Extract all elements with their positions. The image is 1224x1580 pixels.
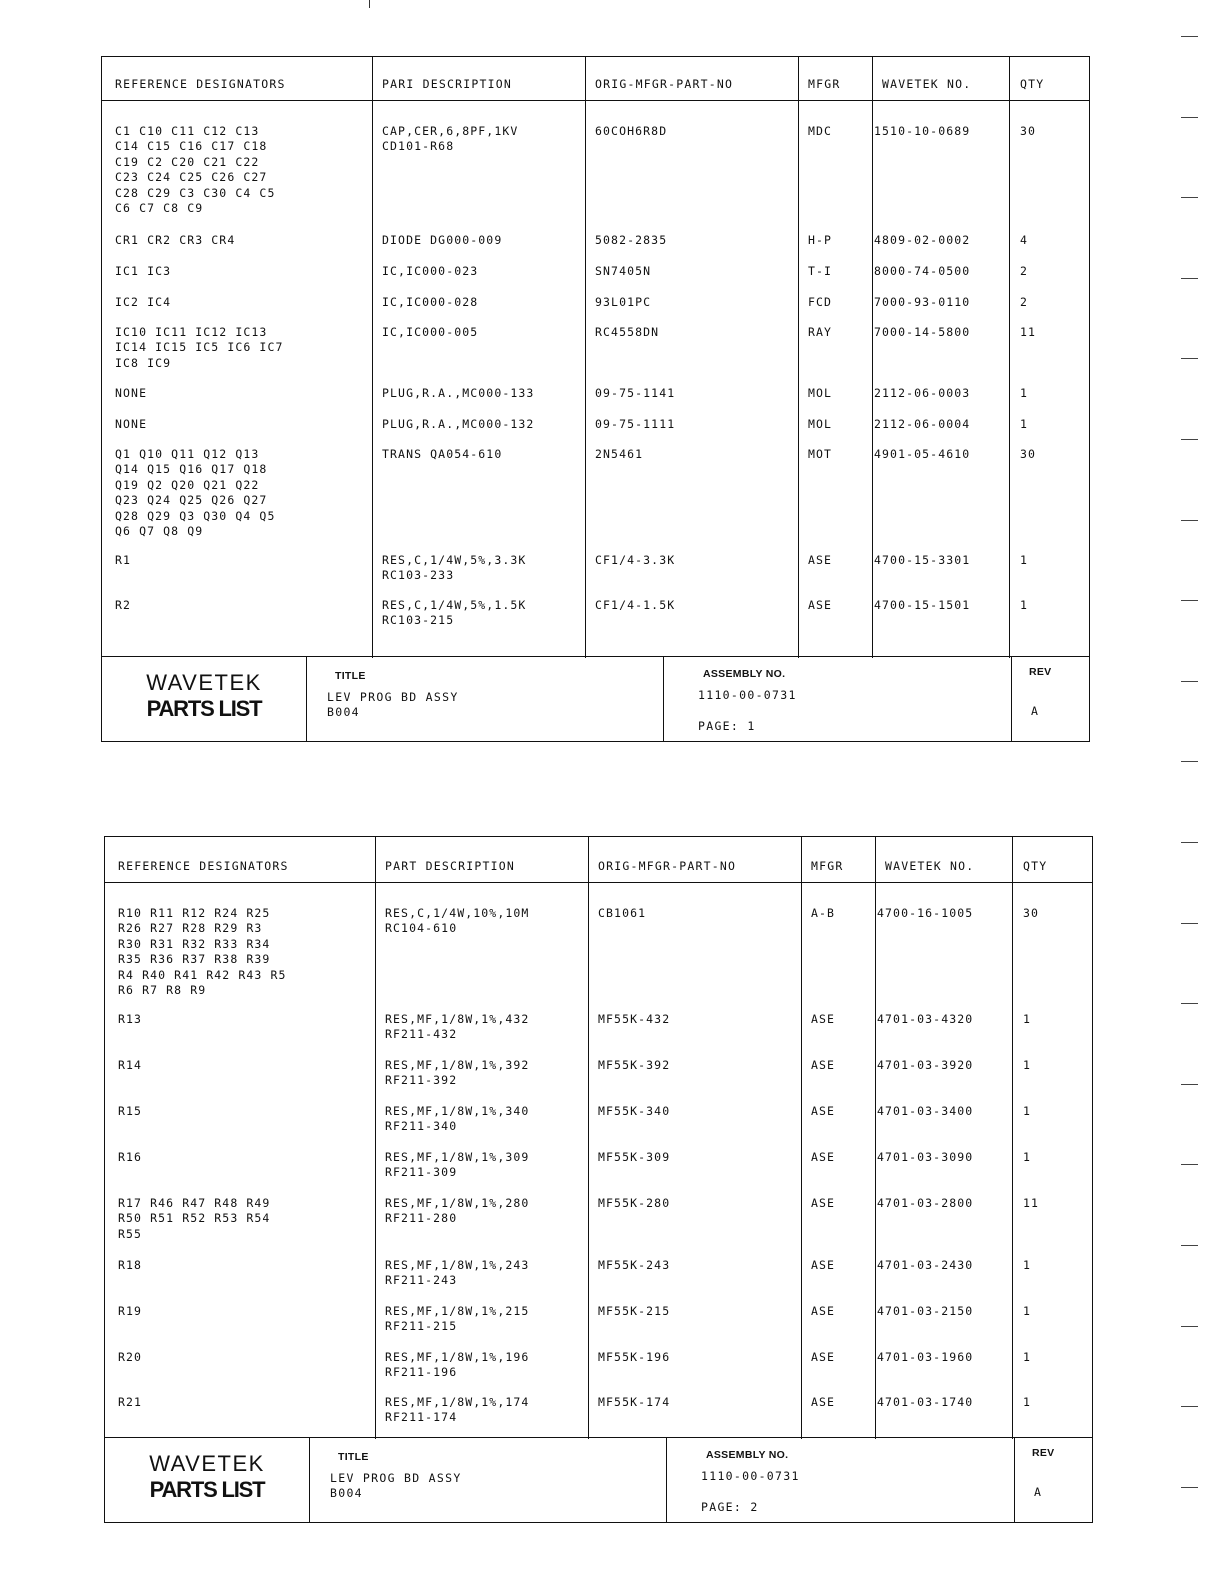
- cell-ref: Q1 Q10 Q11 Q12 Q13 Q14 Q15 Q16 Q17 Q18 Q19 Q2 Q20 Q21 Q22 Q23 Q24 Q25 Q26 Q27 Q28 Q29 Q3 Q30 Q4 Q5 Q6 Q7 Q8 Q9: [115, 447, 276, 539]
- cell-ref: IC1 IC3: [115, 264, 172, 278]
- cell-qty: 1: [1020, 417, 1029, 431]
- cell-mfgr: ASE: [811, 1196, 836, 1210]
- cell-qty: 1: [1023, 1012, 1032, 1026]
- cell-qty: 11: [1023, 1196, 1040, 1210]
- cell-wavetek: 4701-03-4320: [877, 1012, 974, 1026]
- title-block-divider: [306, 656, 307, 741]
- cell-qty: 30: [1020, 447, 1037, 461]
- cell-orig: CF1/4-3.3K: [595, 553, 676, 567]
- rev-label: REV: [1029, 666, 1052, 678]
- margin-tick: [1181, 1164, 1198, 1165]
- margin-tick: [1181, 600, 1198, 601]
- margin-tick: [1181, 1245, 1198, 1246]
- margin-tick: [1181, 681, 1198, 682]
- title-block-divider: [1014, 1437, 1015, 1522]
- cell-ref: R21: [118, 1395, 143, 1409]
- cell-wavetek: 4901-05-4610: [874, 447, 971, 461]
- cell-mfgr: MOL: [808, 417, 833, 431]
- parts-list-heading: PARTS LIST: [146, 696, 262, 721]
- scan-mark: [369, 0, 370, 8]
- cell-orig: MF55K-243: [598, 1258, 671, 1272]
- cell-wavetek: 7000-93-0110: [874, 295, 971, 309]
- margin-tick: [1181, 197, 1198, 198]
- col-header-wavetek: WAVETEK NO.: [885, 859, 975, 873]
- cell-orig: 09-75-1111: [595, 417, 676, 431]
- cell-desc: RES,C,1/4W,5%,1.5K RC103-215: [382, 598, 527, 628]
- cell-ref: NONE: [115, 386, 148, 400]
- rev-label: REV: [1032, 1447, 1055, 1459]
- cell-ref: R14: [118, 1058, 143, 1072]
- cell-ref: C1 C10 C11 C12 C13 C14 C15 C16 C17 C18 C19 C2 C20 C21 C22 C23 C24 C25 C26 C27 C28 C29 C3 C30 C4 C5 C6 C7 C8 C9: [115, 124, 276, 216]
- wavetek-logo: [102, 656, 306, 741]
- cell-desc: IC,IC000-028: [382, 295, 479, 309]
- cell-mfgr: ASE: [811, 1350, 836, 1364]
- title-block-divider: [309, 1437, 310, 1522]
- cell-mfgr: ASE: [811, 1258, 836, 1272]
- cell-desc: RES,MF,1/8W,1%,280 RF211-280: [385, 1196, 530, 1226]
- cell-mfgr: MOT: [808, 447, 833, 461]
- cell-desc: DIODE DG000-009: [382, 233, 503, 247]
- assembly-number: 1110-00-0731: [698, 688, 797, 702]
- cell-orig: MF55K-280: [598, 1196, 671, 1210]
- parts-list-page-2: [104, 836, 1093, 1523]
- cell-wavetek: 8000-74-0500: [874, 264, 971, 278]
- revision: A: [1031, 704, 1040, 718]
- margin-tick: [1181, 439, 1198, 440]
- assembly-no-label: ASSEMBLY NO.: [706, 1449, 789, 1461]
- col-header-wavetek: WAVETEK NO.: [882, 77, 972, 91]
- col-header-orig: ORIG-MFGR-PART-NO: [598, 859, 737, 873]
- cell-ref: R19: [118, 1304, 143, 1318]
- cell-mfgr: ASE: [808, 598, 833, 612]
- col-header-mfgr: MFGR: [811, 859, 844, 873]
- col-header-ref: REFERENCE DESIGNATORS: [115, 77, 286, 91]
- cell-qty: 1: [1020, 386, 1029, 400]
- revision: A: [1034, 1485, 1043, 1499]
- col-header-orig: ORIG-MFGR-PART-NO: [595, 77, 734, 91]
- cell-orig: 60COH6R8D: [595, 124, 668, 138]
- cell-wavetek: 7000-14-5800: [874, 325, 971, 339]
- title-block-divider: [663, 656, 664, 741]
- assembly-number: 1110-00-0731: [701, 1469, 800, 1483]
- col-divider: [798, 57, 799, 658]
- cell-desc: RES,MF,1/8W,1%,174 RF211-174: [385, 1395, 530, 1425]
- cell-wavetek: 4700-16-1005: [877, 906, 974, 920]
- col-header-qty: QTY: [1020, 77, 1045, 91]
- cell-mfgr: H-P: [808, 233, 833, 247]
- page-number: PAGE: 1: [698, 719, 756, 733]
- cell-orig: 5082-2835: [595, 233, 668, 247]
- cell-orig: 93L01PC: [595, 295, 652, 309]
- assembly-title: LEV PROG BD ASSY B004: [330, 1471, 462, 1500]
- cell-desc: RES,MF,1/8W,1%,215 RF211-215: [385, 1304, 530, 1334]
- margin-tick: [1181, 761, 1198, 762]
- title-block: [102, 656, 1089, 741]
- cell-orig: 09-75-1141: [595, 386, 676, 400]
- title-block-divider: [1011, 656, 1012, 741]
- cell-orig: MF55K-432: [598, 1012, 671, 1026]
- logo-wordmark: WAVETEK: [149, 1451, 265, 1476]
- margin-tick: [1181, 1084, 1198, 1085]
- col-header-qty: QTY: [1023, 859, 1048, 873]
- header-rule: [102, 100, 1089, 101]
- col-divider: [1009, 57, 1010, 658]
- cell-wavetek: 1510-10-0689: [874, 124, 971, 138]
- margin-tick: [1181, 1326, 1198, 1327]
- cell-qty: 1: [1023, 1258, 1032, 1272]
- margin-tick: [1181, 278, 1198, 279]
- title-block-divider: [666, 1437, 667, 1522]
- cell-orig: RC4558DN: [595, 325, 660, 339]
- cell-wavetek: 4809-02-0002: [874, 233, 971, 247]
- cell-mfgr: ASE: [811, 1012, 836, 1026]
- margin-tick: [1181, 358, 1198, 359]
- cell-desc: CAP,CER,6,8PF,1KV CD101-R68: [382, 124, 519, 154]
- cell-desc: RES,MF,1/8W,1%,196 RF211-196: [385, 1350, 530, 1380]
- cell-qty: 30: [1020, 124, 1037, 138]
- cell-ref: R1: [115, 553, 132, 567]
- cell-wavetek: 4701-03-3920: [877, 1058, 974, 1072]
- header-rule: [105, 882, 1092, 883]
- cell-wavetek: 4701-03-2150: [877, 1304, 974, 1318]
- cell-ref: R13: [118, 1012, 143, 1026]
- cell-qty: 1: [1023, 1395, 1032, 1409]
- cell-wavetek: 4700-15-3301: [874, 553, 971, 567]
- cell-qty: 1: [1023, 1304, 1032, 1318]
- cell-desc: RES,MF,1/8W,1%,340 RF211-340: [385, 1104, 530, 1134]
- cell-mfgr: ASE: [811, 1395, 836, 1409]
- margin-tick: [1181, 117, 1198, 118]
- col-divider: [372, 57, 373, 658]
- col-header-ref: REFERENCE DESIGNATORS: [118, 859, 289, 873]
- margin-tick: [1181, 1406, 1198, 1407]
- col-divider: [875, 837, 876, 1439]
- cell-orig: 2N5461: [595, 447, 644, 461]
- col-header-desc: PART DESCRIPTION: [385, 859, 515, 873]
- cell-desc: TRANS QA054-610: [382, 447, 503, 461]
- cell-qty: 1: [1023, 1150, 1032, 1164]
- cell-mfgr: RAY: [808, 325, 833, 339]
- margin-tick: [1181, 842, 1198, 843]
- col-divider: [872, 57, 873, 658]
- margin-tick: [1181, 923, 1198, 924]
- cell-orig: SN7405N: [595, 264, 652, 278]
- cell-mfgr: ASE: [811, 1150, 836, 1164]
- cell-qty: 2: [1020, 264, 1029, 278]
- cell-ref: NONE: [115, 417, 148, 431]
- logo-wordmark: WAVETEK: [146, 670, 262, 695]
- assembly-no-label: ASSEMBLY NO.: [703, 668, 786, 680]
- cell-mfgr: ASE: [811, 1304, 836, 1318]
- margin-tick: [1181, 520, 1198, 521]
- parts-list-page-1: [101, 56, 1090, 742]
- cell-wavetek: 4700-15-1501: [874, 598, 971, 612]
- col-header-desc: PARI DESCRIPTION: [382, 77, 512, 91]
- cell-qty: 11: [1020, 325, 1037, 339]
- cell-orig: CB1061: [598, 906, 647, 920]
- cell-mfgr: ASE: [808, 553, 833, 567]
- parts-list-heading: PARTS LIST: [149, 1477, 265, 1502]
- cell-mfgr: MOL: [808, 386, 833, 400]
- col-divider: [585, 57, 586, 658]
- title-label: TITLE: [338, 1451, 369, 1463]
- cell-mfgr: ASE: [811, 1058, 836, 1072]
- cell-qty: 1: [1020, 553, 1029, 567]
- cell-qty: 4: [1020, 233, 1029, 247]
- cell-ref: CR1 CR2 CR3 CR4: [115, 233, 236, 247]
- cell-orig: MF55K-174: [598, 1395, 671, 1409]
- cell-desc: RES,C,1/4W,10%,10M RC104-610: [385, 906, 530, 936]
- cell-desc: IC,IC000-023: [382, 264, 479, 278]
- cell-wavetek: 4701-03-2430: [877, 1258, 974, 1272]
- cell-wavetek: 4701-03-2800: [877, 1196, 974, 1210]
- cell-wavetek: 2112-06-0004: [874, 417, 971, 431]
- cell-orig: MF55K-215: [598, 1304, 671, 1318]
- cell-qty: 2: [1020, 295, 1029, 309]
- cell-qty: 30: [1023, 906, 1040, 920]
- cell-orig: MF55K-340: [598, 1104, 671, 1118]
- margin-tick: [1181, 1487, 1198, 1488]
- wavetek-logo: [105, 1437, 309, 1522]
- margin-tick: [1181, 1003, 1198, 1004]
- cell-desc: RES,MF,1/8W,1%,392 RF211-392: [385, 1058, 530, 1088]
- col-divider: [375, 837, 376, 1439]
- cell-wavetek: 4701-03-3090: [877, 1150, 974, 1164]
- cell-mfgr: ASE: [811, 1104, 836, 1118]
- cell-desc: RES,MF,1/8W,1%,432 RF211-432: [385, 1012, 530, 1042]
- cell-orig: MF55K-392: [598, 1058, 671, 1072]
- cell-mfgr: MDC: [808, 124, 833, 138]
- cell-ref: R17 R46 R47 R48 R49 R50 R51 R52 R53 R54 R55: [118, 1196, 271, 1241]
- col-divider: [1012, 837, 1013, 1439]
- cell-desc: RES,MF,1/8W,1%,309 RF211-309: [385, 1150, 530, 1180]
- cell-qty: 1: [1020, 598, 1029, 612]
- margin-tick: [1181, 36, 1198, 37]
- cell-ref: R20: [118, 1350, 143, 1364]
- cell-qty: 1: [1023, 1104, 1032, 1118]
- cell-desc: PLUG,R.A.,MC000-133: [382, 386, 535, 400]
- cell-wavetek: 4701-03-1960: [877, 1350, 974, 1364]
- cell-ref: IC10 IC11 IC12 IC13 IC14 IC15 IC5 IC6 IC7 IC8 IC9: [115, 325, 284, 370]
- page-number: PAGE: 2: [701, 1500, 759, 1514]
- cell-wavetek: 4701-03-1740: [877, 1395, 974, 1409]
- cell-ref: R18: [118, 1258, 143, 1272]
- cell-orig: MF55K-196: [598, 1350, 671, 1364]
- assembly-title: LEV PROG BD ASSY B004: [327, 690, 459, 719]
- cell-mfgr: FCD: [808, 295, 833, 309]
- cell-desc: IC,IC000-005: [382, 325, 479, 339]
- cell-ref: R2: [115, 598, 132, 612]
- cell-mfgr: T-I: [808, 264, 833, 278]
- cell-ref: R15: [118, 1104, 143, 1118]
- cell-orig: MF55K-309: [598, 1150, 671, 1164]
- title-label: TITLE: [335, 670, 366, 682]
- cell-wavetek: 4701-03-3400: [877, 1104, 974, 1118]
- cell-ref: IC2 IC4: [115, 295, 172, 309]
- cell-qty: 1: [1023, 1350, 1032, 1364]
- title-block: [105, 1437, 1092, 1522]
- cell-orig: CF1/4-1.5K: [595, 598, 676, 612]
- cell-desc: PLUG,R.A.,MC000-132: [382, 417, 535, 431]
- col-divider: [801, 837, 802, 1439]
- cell-desc: RES,C,1/4W,5%,3.3K RC103-233: [382, 553, 527, 583]
- cell-desc: RES,MF,1/8W,1%,243 RF211-243: [385, 1258, 530, 1288]
- col-header-mfgr: MFGR: [808, 77, 841, 91]
- cell-ref: R10 R11 R12 R24 R25 R26 R27 R28 R29 R3 R30 R31 R32 R33 R34 R35 R36 R37 R38 R39 R4 R40 R41 R42 R43 R5 R6 R7 R8 R9: [118, 906, 287, 998]
- cell-qty: 1: [1023, 1058, 1032, 1072]
- col-divider: [588, 837, 589, 1439]
- cell-ref: R16: [118, 1150, 143, 1164]
- cell-mfgr: A-B: [811, 906, 836, 920]
- cell-wavetek: 2112-06-0003: [874, 386, 971, 400]
